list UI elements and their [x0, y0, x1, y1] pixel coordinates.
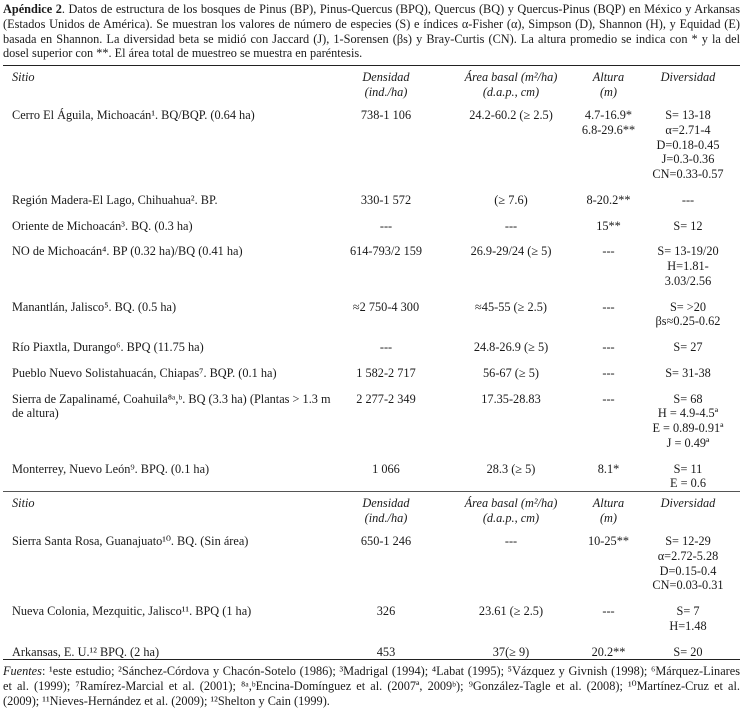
cell-site: Región Madera-El Lago, Chihuahua². BP. [12, 192, 218, 207]
row-spacer-cell [3, 208, 740, 219]
cell-site: Cerro El Águila, Michoacán¹. BQ/BQP. (0.64 ha) [12, 108, 255, 122]
row-spacer [3, 329, 740, 340]
cell-height [581, 193, 636, 208]
cell-diversity-line: S= 20 [673, 644, 703, 659]
row-spacer [3, 593, 740, 604]
cell-site: Sierra de Zapalinamé, Coahuila⁸ᵃ,ᵇ. BQ (3.3 ha) (Plantas > 1.3 m de altura) [12, 391, 331, 421]
row-spacer-cell [3, 182, 740, 193]
cell-diversity-line: CN=0.03-0.31 [652, 578, 724, 593]
cell-density: 738-1 106 [360, 108, 412, 122]
table-row [3, 366, 740, 381]
cell-height-line: --- [602, 365, 615, 380]
cell-height [581, 244, 636, 288]
header-diversity-2: Diversidad [660, 496, 716, 510]
row-spacer-cell [3, 634, 740, 645]
cell-height-line: --- [602, 604, 615, 618]
cell-diversity-line: H=1.48 [669, 618, 707, 633]
row-spacer [3, 355, 740, 366]
cell-density: 1 066 [372, 461, 400, 476]
cell-basal-area: 28.3 (≥ 5) [486, 461, 536, 476]
cell-diversity-line: CN=0.33-0.57 [652, 167, 724, 181]
row-spacer-cell [3, 329, 740, 340]
cell-basal-area: 24.2-60.2 (≥ 2.5) [469, 108, 553, 122]
cell-height [581, 108, 636, 182]
table-body-1 [3, 108, 740, 491]
cell-basal-area: --- [504, 534, 518, 548]
cell-site: Oriente de Michoacán³. BQ. (0.3 ha) [12, 218, 193, 233]
cell-diversity-line: α=2.71-4 [665, 122, 711, 137]
cell-site: Nueva Colonia, Mezquitic, Jalisco¹¹. BPQ (1 ha) [12, 604, 252, 618]
cell-diversity [636, 462, 740, 492]
cell-diversity [636, 108, 740, 182]
cell-height [581, 219, 636, 234]
header-basal-area: Área basal (m²/ha) (d.a.p., cm) [464, 70, 558, 99]
table-row [3, 300, 740, 330]
cell-diversity [636, 340, 740, 355]
cell-diversity-line: J = 0.49ª [666, 435, 710, 450]
cell-diversity-line: S= 7 [676, 604, 700, 618]
cell-diversity-line: D=0.15-0.4 [659, 563, 717, 578]
row-spacer-cell [3, 451, 740, 462]
table-body-2 [3, 534, 740, 659]
header-site-2: Sitio [12, 496, 35, 510]
cell-height-line: --- [602, 299, 615, 314]
cell-site: Arkansas, E. U.¹² BPQ. (2 ha) [12, 644, 160, 659]
header-density-2: Densidad (ind./ha) [362, 496, 410, 525]
table-row [3, 534, 740, 593]
cell-density: --- [379, 340, 393, 354]
cell-height [581, 300, 636, 330]
cell-height [581, 366, 636, 381]
cell-diversity-line: S= 11 [673, 461, 703, 476]
cell-site: Manantlán, Jalisco⁵. BQ. (0.5 ha) [12, 299, 177, 314]
cell-site: NO de Michoacán⁴. BP (0.32 ha)/BQ (0.41 ha) [12, 244, 243, 259]
table-row [3, 645, 740, 660]
table-row [3, 108, 740, 182]
table-row [3, 219, 740, 234]
cell-basal-area: 37(≥ 9) [492, 644, 530, 659]
cell-density: 614-793/2 159 [349, 244, 423, 259]
cell-diversity-line: S= 13-19/20 [657, 244, 719, 259]
cell-density: 1 582-2 717 [356, 365, 416, 380]
cell-height-line: 6.8-29.6** [581, 122, 636, 137]
row-spacer [3, 634, 740, 645]
cell-height-line: 10-25** [588, 534, 629, 548]
cell-basal-area: 56-67 (≥ 5) [483, 365, 539, 380]
cell-diversity-line: S= 12-29 [665, 534, 711, 548]
header-diversity: Diversidad [660, 70, 716, 84]
data-table-part-2 [3, 492, 740, 659]
header-basal-area-2: Área basal (m²/ha) (d.a.p., cm) [464, 496, 558, 525]
data-table-part-1 [3, 66, 740, 491]
cell-diversity [636, 219, 740, 234]
row-spacer [3, 451, 740, 462]
cell-diversity-line: E = 0.89-0.91ª [652, 421, 724, 435]
cell-diversity-line: S= 13-18 [665, 108, 711, 122]
cell-diversity-line: S= 31-38 [665, 365, 711, 380]
cell-diversity [636, 300, 740, 330]
cell-height [581, 392, 636, 451]
row-spacer [3, 381, 740, 392]
cell-diversity-line: S= 27 [673, 340, 703, 354]
row-spacer-cell [3, 289, 740, 300]
cell-height-line: 15** [596, 218, 621, 233]
bottom-rule [3, 659, 740, 660]
row-spacer-cell [3, 233, 740, 244]
header-row-1 [3, 66, 740, 108]
header-density: Densidad (ind./ha) [362, 70, 410, 99]
cell-density: 326 [376, 604, 396, 618]
cell-height-line: 8-20.2** [586, 192, 631, 207]
table-caption [3, 2, 740, 61]
cell-diversity [636, 193, 740, 208]
row-spacer [3, 233, 740, 244]
table-row [3, 462, 740, 492]
cell-diversity-line: D=0.18-0.45 [656, 137, 720, 152]
cell-diversity-line: H = 4.9-4.5ª [657, 406, 719, 421]
cell-density: 650-1 246 [360, 534, 412, 548]
cell-height-line: --- [602, 340, 615, 354]
cell-diversity [636, 645, 740, 660]
cell-basal-area: --- [504, 218, 518, 233]
cell-basal-area: ≈45-55 (≥ 2.5) [475, 299, 547, 314]
table-row [3, 193, 740, 208]
footnote-text: : ¹este estudio; ²Sánchez-Córdova y Chacón-Sotelo (1986); ³Madrigal (1994); ⁴Labat (1995); ⁵Vázquez y Givnish (1998); ⁶Márquez-Linares et al. (1999); ⁷Ramírez-Marcial et al. (2001); ⁸ᵃ,ᵇEncina-Domínguez et al. (2007ª, 2009ᵇ); ⁹González-Tagle et al. (2008); ¹⁰Martínez-Cruz et al. (2009); ¹¹Nieves-Hernández et al. (2009); ¹²Shelton y Cain (1999). [3, 664, 740, 708]
cell-height-line: --- [602, 391, 615, 406]
cell-diversity-line: E = 0.6 [670, 476, 706, 491]
cell-density: ≈2 750-4 300 [352, 299, 420, 314]
row-spacer [3, 208, 740, 219]
cell-basal-area: 23.61 (≥ 2.5) [478, 604, 544, 618]
cell-basal-area: 17.35-28.83 [481, 391, 541, 406]
cell-diversity-line: S= >20 [669, 299, 707, 314]
footnote-label: Fuentes [3, 664, 42, 679]
caption-label: Apéndice 2 [3, 2, 62, 16]
cell-height [581, 534, 636, 593]
cell-diversity-line: α=2.72-5.28 [657, 548, 719, 563]
cell-diversity-line: S= 68 [673, 391, 703, 406]
cell-diversity [636, 366, 740, 381]
cell-height-line: 8.1* [597, 461, 620, 476]
cell-diversity-line: S= 12 [673, 218, 703, 233]
header-height: Altura (m) [592, 70, 625, 99]
table-row [3, 340, 740, 355]
cell-height-line: --- [602, 244, 615, 259]
cell-height-line: 4.7-16.9* [584, 108, 633, 122]
row-spacer-cell [3, 381, 740, 392]
cell-density: 330-1 572 [360, 192, 412, 207]
cell-basal-area: 24.8-26.9 (≥ 5) [473, 340, 549, 354]
cell-height-line: 20.2** [591, 644, 626, 659]
footnote [3, 664, 740, 708]
cell-diversity-line: H=1.81- [667, 259, 709, 273]
cell-basal-area: 26.9-29/24 (≥ 5) [470, 244, 552, 259]
table-row [3, 604, 740, 634]
cell-site: Pueblo Nuevo Solistahuacán, Chiapas⁷. BQP. (0.1 ha) [12, 365, 277, 380]
cell-density: 2 277-2 349 [356, 391, 416, 406]
cell-height [581, 462, 636, 492]
cell-site: Río Piaxtla, Durango⁶. BPQ (11.75 ha) [12, 340, 204, 354]
cell-site: Monterrey, Nuevo León⁹. BPQ. (0.1 ha) [12, 461, 210, 476]
caption-text: . Datos de estructura de los bosques de Pinus (BP), Pinus-Quercus (BPQ), Quercus (BQ) y Quercus-Pinus (BQP) en México y Arkansas (Estados Unidos de América). Se muestran los valores de número de especies (S) e índices α-Fisher (α), Simpson (D), Shannon (H), y Equidad (E) basada en Shannon. La diversidad beta se midió con Jaccard (J), 1-Sorensen (βs) y Bray-Curtis (CN). La altura promedio se indica con * y la del dosel superior con **. El área total de muestreo se muestra en paréntesis. [3, 2, 740, 61]
row-spacer [3, 289, 740, 300]
header-site: Sitio [12, 70, 35, 84]
cell-basal-area: (≥ 7.6) [494, 192, 528, 207]
table-row [3, 244, 740, 288]
cell-diversity [636, 534, 740, 593]
cell-height [581, 645, 636, 660]
row-spacer [3, 182, 740, 193]
cell-diversity-line: --- [681, 192, 695, 207]
cell-height [581, 604, 636, 634]
cell-diversity-line: βs≈0.25-0.62 [655, 314, 721, 329]
row-spacer-cell [3, 355, 740, 366]
cell-diversity-line: 3.03/2.56 [664, 273, 712, 288]
cell-height [581, 340, 636, 355]
header-row-2 [3, 492, 740, 534]
cell-density: --- [379, 218, 393, 233]
cell-diversity [636, 392, 740, 451]
cell-diversity [636, 244, 740, 288]
cell-density: 453 [376, 644, 396, 659]
cell-site: Sierra Santa Rosa, Guanajuato¹⁰. BQ. (Sin área) [12, 534, 249, 548]
cell-diversity [636, 604, 740, 634]
cell-diversity-line: J=0.3-0.36 [661, 152, 715, 167]
header-height-2: Altura (m) [592, 496, 625, 525]
table-row [3, 392, 740, 451]
row-spacer-cell [3, 593, 740, 604]
